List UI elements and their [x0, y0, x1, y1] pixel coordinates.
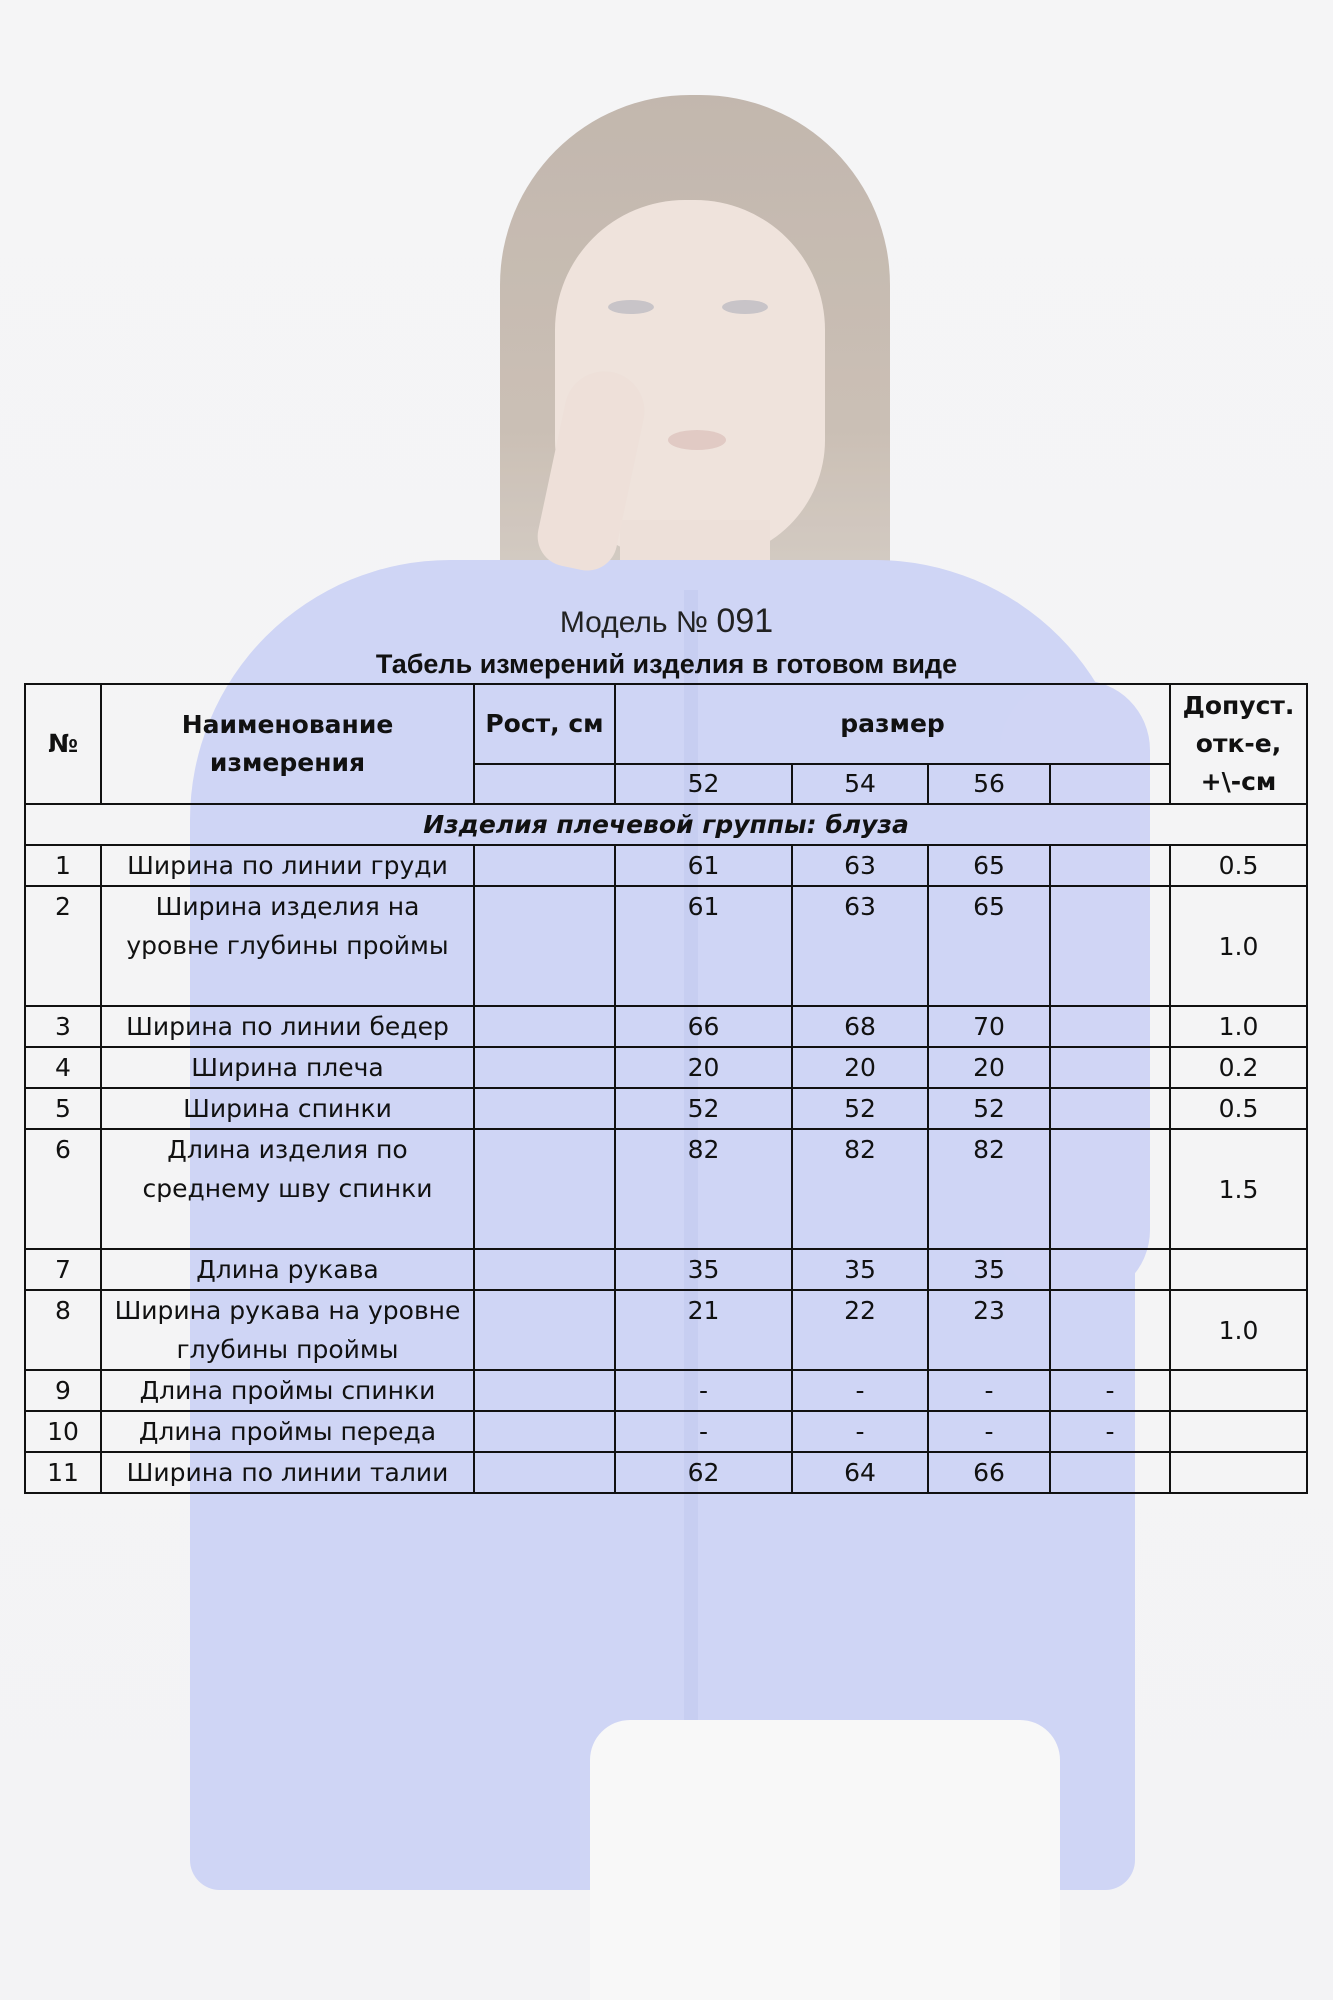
header-tolerance: Допуст. отк-е, +\-см — [1170, 684, 1307, 804]
row-value-extra — [1050, 1006, 1170, 1047]
row-tolerance: 1.0 — [1170, 1006, 1307, 1047]
row-value-52: 82 — [615, 1129, 792, 1249]
row-tolerance: 1.0 — [1170, 1290, 1307, 1370]
row-height — [474, 1411, 615, 1452]
table-row — [25, 1411, 1307, 1452]
row-value-extra: - — [1050, 1370, 1170, 1411]
row-name: Ширина плеча — [101, 1047, 474, 1088]
row-value-56: 82 — [928, 1129, 1050, 1249]
table-row — [25, 1452, 1307, 1493]
row-number: 10 — [25, 1411, 101, 1452]
header-measurement-name: Наименование измерения — [101, 684, 474, 804]
row-number: 7 — [25, 1249, 101, 1290]
row-name: Длина проймы спинки — [101, 1370, 474, 1411]
row-number: 2 — [25, 886, 101, 1006]
row-value-56: 65 — [928, 845, 1050, 886]
row-value-56: 23 — [928, 1290, 1050, 1370]
row-height — [474, 1088, 615, 1129]
row-value-54: 52 — [792, 1088, 928, 1129]
row-value-extra — [1050, 1047, 1170, 1088]
measurements-table — [24, 683, 1308, 1494]
row-tolerance — [1170, 1452, 1307, 1493]
row-number: 11 — [25, 1452, 101, 1493]
table-row — [25, 1370, 1307, 1411]
row-value-54: 63 — [792, 886, 928, 1006]
row-value-52: 52 — [615, 1088, 792, 1129]
row-number: 9 — [25, 1370, 101, 1411]
row-height — [474, 1129, 615, 1249]
row-value-extra — [1050, 1129, 1170, 1249]
row-name: Ширина по линии груди — [101, 845, 474, 886]
table-row — [25, 1088, 1307, 1129]
row-name: Длина рукава — [101, 1249, 474, 1290]
row-number: 6 — [25, 1129, 101, 1249]
size-56: 56 — [928, 764, 1050, 804]
row-value-extra — [1050, 845, 1170, 886]
group-row: Изделия плечевой группы: блуза — [25, 804, 1307, 845]
header-no: № — [25, 684, 101, 804]
row-tolerance: 1.0 — [1170, 886, 1307, 1006]
row-value-56: 35 — [928, 1249, 1050, 1290]
row-name: Ширина по линии талии — [101, 1452, 474, 1493]
row-value-52: 21 — [615, 1290, 792, 1370]
row-value-54: 20 — [792, 1047, 928, 1088]
row-tolerance: 1.5 — [1170, 1129, 1307, 1249]
row-value-extra — [1050, 886, 1170, 1006]
row-value-extra — [1050, 1290, 1170, 1370]
row-value-52: - — [615, 1411, 792, 1452]
row-height — [474, 1370, 615, 1411]
row-name: Ширина по линии бедер — [101, 1006, 474, 1047]
row-value-56: 70 — [928, 1006, 1050, 1047]
row-value-56: 66 — [928, 1452, 1050, 1493]
row-value-54: 22 — [792, 1290, 928, 1370]
row-height — [474, 1249, 615, 1290]
row-height — [474, 886, 615, 1006]
row-name: Длина изделия по среднему шву спинки — [101, 1129, 474, 1249]
row-number: 4 — [25, 1047, 101, 1088]
row-value-54: 63 — [792, 845, 928, 886]
row-tolerance — [1170, 1411, 1307, 1452]
row-number: 5 — [25, 1088, 101, 1129]
header-height: Рост, см — [474, 684, 615, 764]
row-value-54: 35 — [792, 1249, 928, 1290]
row-value-52: 35 — [615, 1249, 792, 1290]
row-value-extra — [1050, 1249, 1170, 1290]
row-value-52: 61 — [615, 886, 792, 1006]
table-row — [25, 1006, 1307, 1047]
row-height — [474, 1006, 615, 1047]
row-value-52: - — [615, 1370, 792, 1411]
row-height — [474, 845, 615, 886]
row-value-52: 66 — [615, 1006, 792, 1047]
row-value-54: 82 — [792, 1129, 928, 1249]
size-54: 54 — [792, 764, 928, 804]
header-height-blank — [474, 764, 615, 804]
header-size: размер — [615, 684, 1170, 764]
row-value-52: 20 — [615, 1047, 792, 1088]
row-tolerance: 0.2 — [1170, 1047, 1307, 1088]
row-tolerance: 0.5 — [1170, 845, 1307, 886]
row-value-54: 68 — [792, 1006, 928, 1047]
row-tolerance: 0.5 — [1170, 1088, 1307, 1129]
table-row — [25, 1129, 1307, 1249]
row-value-54: 64 — [792, 1452, 928, 1493]
row-value-56: 52 — [928, 1088, 1050, 1129]
row-value-54: - — [792, 1411, 928, 1452]
row-name: Ширина рукава на уровне глубины проймы — [101, 1290, 474, 1370]
row-name: Ширина спинки — [101, 1088, 474, 1129]
table-row — [25, 1290, 1307, 1370]
row-value-56: - — [928, 1411, 1050, 1452]
row-number: 1 — [25, 845, 101, 886]
row-name: Длина проймы переда — [101, 1411, 474, 1452]
row-height — [474, 1047, 615, 1088]
row-tolerance — [1170, 1249, 1307, 1290]
row-value-extra — [1050, 1452, 1170, 1493]
row-value-56: 20 — [928, 1047, 1050, 1088]
model-title — [0, 603, 1333, 641]
row-number: 3 — [25, 1006, 101, 1047]
table-row — [25, 1249, 1307, 1290]
row-name: Ширина изделия на уровне глубины проймы — [101, 886, 474, 1006]
row-number: 8 — [25, 1290, 101, 1370]
row-height — [474, 1290, 615, 1370]
row-tolerance — [1170, 1370, 1307, 1411]
row-value-54: - — [792, 1370, 928, 1411]
row-value-56: - — [928, 1370, 1050, 1411]
row-value-extra — [1050, 1088, 1170, 1129]
model-label: Модель № — [559, 606, 709, 639]
model-number: 091 — [716, 602, 774, 640]
table-row — [25, 1047, 1307, 1088]
row-value-extra: - — [1050, 1411, 1170, 1452]
size-extra — [1050, 764, 1170, 804]
size-52: 52 — [615, 764, 792, 804]
table-row — [25, 845, 1307, 886]
row-height — [474, 1452, 615, 1493]
table-title: Табель измерений изделия в готовом виде — [375, 649, 958, 679]
row-value-52: 62 — [615, 1452, 792, 1493]
table-row — [25, 886, 1307, 1006]
row-value-56: 65 — [928, 886, 1050, 1006]
row-value-52: 61 — [615, 845, 792, 886]
